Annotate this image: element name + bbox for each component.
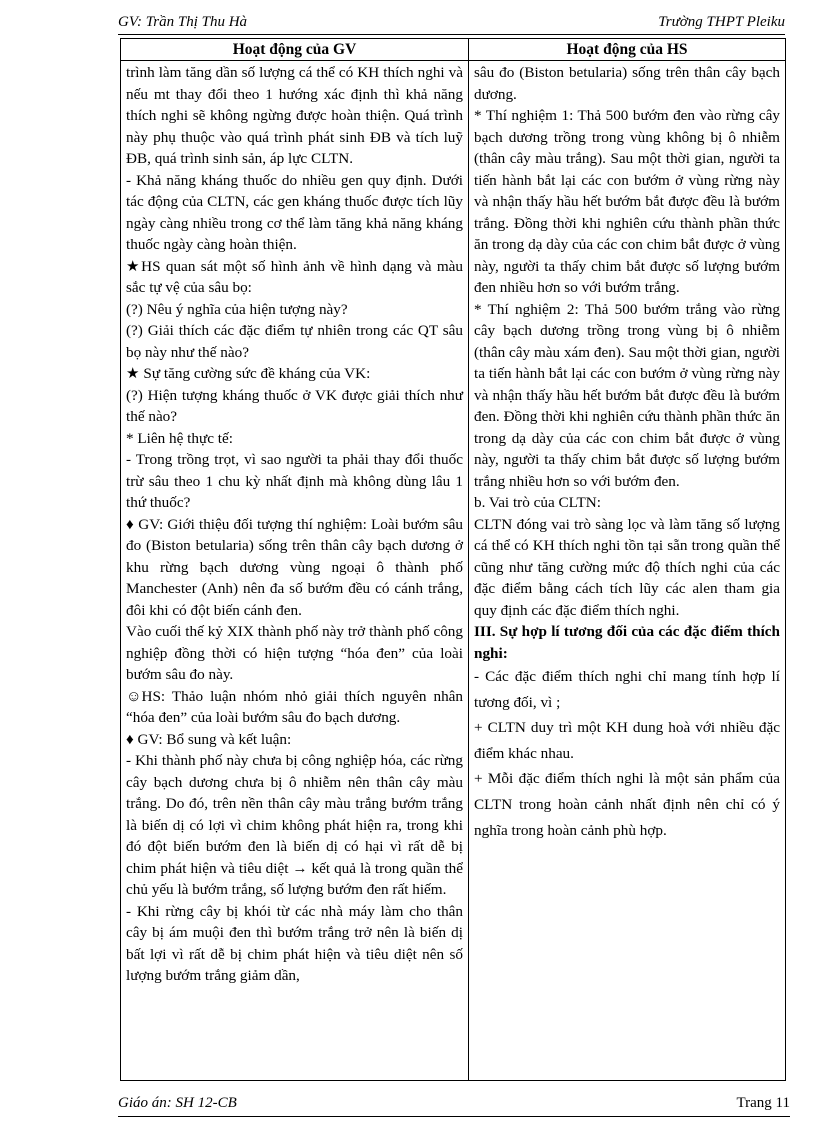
- paragraph: - Khả năng kháng thuốc do nhiều gen quy định. Dưới tác động của CLTN, các gen kháng thuốc được tích lũy ngày càng nhiều trong cơ thể làm tăng khả năng kháng thuốc ngày càng hoàn thiện.: [126, 171, 463, 253]
- gv-cell: [121, 61, 469, 1081]
- header-author: GV: Trần Thị Thu Hà: [118, 14, 248, 30]
- column-header-gv: Hoạt động của GV: [121, 39, 469, 61]
- header-school: Trường THPT Pleiku: [658, 14, 785, 30]
- page-header: [118, 14, 785, 34]
- paragraph: b. Vai trò của CLTN:: [474, 494, 601, 511]
- activity-table: [120, 38, 786, 1081]
- paragraph: * Thí nghiệm 2: Thả 500 bướm trắng vào rừng cây bạch dương trồng trong vùng bị ô nhiễm (thân cây màu xám đen). Sau một thời gian, người ta tiến hành bắt lại các con bướm ở vùng rừng này và nhận thấy hầu hết bướm bắt được đều là bướm đen. Đồng thời khi nghiên cứu thành phần thức ăn trong dạ dày của các con chim bắt được ở vùng này, người ta thấy chim bắt được số lượng bướm trắng nhiều hơn so với bướm đen.: [474, 300, 780, 490]
- footer-divider: [118, 1116, 790, 1117]
- header-divider: [118, 34, 785, 35]
- paragraph: (?) Nêu ý nghĩa của hiện tượng này?: [126, 300, 348, 318]
- section-heading: III. Sự hợp lí tương đối của các đặc điểm thích nghi:: [474, 623, 780, 662]
- paragraph: + Mỗi đặc điểm thích nghi là một sản phẩm của CLTN trong hoàn cảnh nhất định nên chỉ có ý nghĩa trong hoàn cảnh phù hợp.: [474, 770, 780, 839]
- paragraph: * Liên hệ thực tế:: [126, 429, 233, 447]
- paragraph: - Khi thành phố này chưa bị công nghiệp hóa, các rừng cây bạch dương chưa bị ô nhiễm nên thân cây màu trắng. Do đó, trên nền thân cây màu trắng bướm trắng là biến dị có lợi vì chim không phát hiện ra, trong khi đó đột biến bướm đen là biến dị có hại vì rất dễ bị chim phát hiện và tiêu diệt → kết quả là trong quần thể chủ yếu là bướm trắng, số lượng bướm đen rất hiếm.: [126, 752, 463, 898]
- page-footer: [118, 1095, 790, 1115]
- paragraph: - Các đặc điểm thích nghi chỉ mang tính hợp lí tương đối, vì ;: [474, 668, 780, 711]
- hs-cell: [469, 61, 786, 1081]
- paragraph: CLTN đóng vai trò sàng lọc và làm tăng số lượng cá thể có KH thích nghi tồn tại sẵn trong quần thể cũng như tăng cường mức độ thích nghi của các đặc điểm bằng cách tích lũy các alen tham gia quy định các đặc điểm thích nghi.: [474, 515, 780, 619]
- paragraph: trình làm tăng dần số lượng cá thể có KH thích nghi và nếu mt thay đổi theo 1 hướng xác định thì khả năng thích nghi sẽ không ngừng được hoàn thiện. Quá trình này phụ thuộc vào quá trình phát sinh ĐB và tích luỹ ĐB, quá trình sinh sản, áp lực CLTN.: [126, 64, 463, 167]
- paragraph: - Trong trồng trọt, vì sao người ta phải thay đổi thuốc trừ sâu theo 1 chu kỳ nhất định mà không dùng lâu 1 thứ thuốc?: [126, 451, 463, 511]
- paragraph: ♦ GV: Bổ sung và kết luận:: [126, 730, 292, 748]
- table-row: [121, 61, 786, 1081]
- paragraph: (?) Giải thích các đặc điểm tự nhiên trong các QT sâu bọ này như thế nào?: [126, 322, 463, 361]
- footer-lesson-plan: Giáo án: SH 12-CB: [118, 1095, 237, 1111]
- paragraph: Vào cuối thế kỷ XIX thành phố này trở thành phố công nghiệp đồng thời có hiện tượng “hóa đen” của loài bướm sâu đo này.: [126, 623, 463, 683]
- paragraph: - Khi rừng cây bị khói từ các nhà máy làm cho thân cây bị ám muội đen thì bướm trắng trở nên là biến dị bất lợi vì rất dễ bị chim phát hiện và tiêu diệt nên số lượng bướm trắng giảm dần,: [126, 902, 463, 984]
- page-number: Trang 11: [736, 1095, 790, 1111]
- paragraph: sâu đo (Biston betularia) sống trên thân cây bạch dương.: [474, 64, 780, 103]
- paragraph: ★HS quan sát một số hình ảnh về hình dạng và màu sắc tự vệ của sâu bọ:: [126, 257, 463, 296]
- column-header-hs: Hoạt động của HS: [469, 39, 786, 61]
- paragraph: ☺HS: Thảo luận nhóm nhỏ giải thích nguyên nhân “hóa đen” của loài bướm sâu đo bạch dương.: [126, 687, 463, 726]
- table-header-row: [121, 39, 786, 61]
- paragraph: ♦ GV: Giới thiệu đối tượng thí nghiệm: Loài bướm sâu đo (Biston betularia) sống trên thân cây bạch dương ở khu rừng bạch dương vùng ngoại ô thành phố Manchester (Anh) nên đa số bướm đều có cánh trắng, đôi khi có đột biến cánh đen.: [126, 515, 463, 619]
- paragraph: ★ Sự tăng cường sức đề kháng của VK:: [126, 365, 371, 382]
- paragraph: + CLTN duy trì một KH dung hoà với nhiều đặc điểm khác nhau.: [474, 719, 780, 762]
- paragraph: (?) Hiện tượng kháng thuốc ở VK được giải thích như thế nào?: [126, 386, 463, 425]
- paragraph: * Thí nghiệm 1: Thả 500 bướm đen vào rừng cây bạch dương trồng trong vùng không bị ô nhiễm (thân cây màu trắng). Sau một thời gian, người ta tiến hành bắt lại các con bướm ở vùng rừng này và nhận thấy hầu hết bướm bắt được đều là bướm trắng. Đồng thời khi nghiên cứu thành phần thức ăn trong dạ dày của các con chim bắt được ở vùng này, người ta thấy chim bắt được số lượng bướm đen nhiều hơn so với bướm trắng.: [474, 107, 780, 296]
